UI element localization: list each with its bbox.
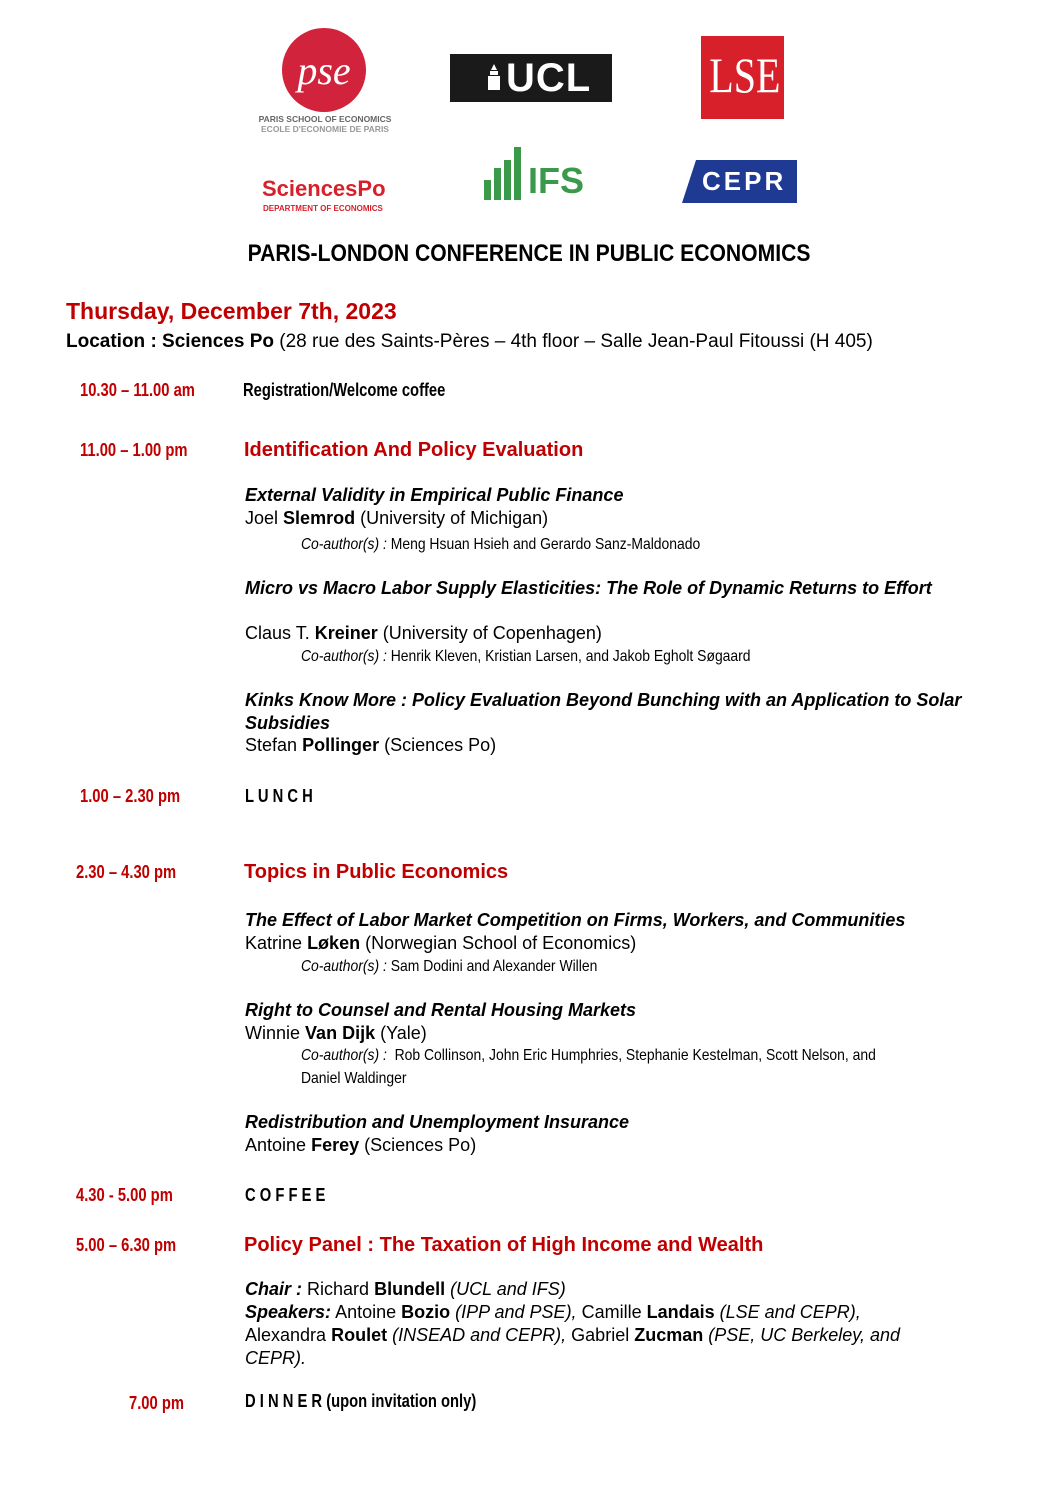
session2-time: 2.30 – 4.30 pm: [76, 862, 177, 882]
conference-date: Thursday, December 7th, 2023: [66, 298, 397, 324]
session2-title: Topics in Public Economics: [244, 861, 509, 883]
location-line: [66, 331, 873, 353]
paper-coauthors: Co-author(s) : Henrik Kleven, Kristian Larsen, and Jakob Egholt Søgaard: [301, 648, 751, 665]
coffee-time: 4.30 - 5.00 pm: [76, 1185, 173, 1205]
paper-title: Kinks Know More : Policy Evaluation Beyond Bunching with an Application to Solar Subsidies: [245, 690, 962, 733]
ifs-logo: [483, 146, 583, 202]
paper-title: The Effect of Labor Market Competition on Firms, Workers, and Communities: [245, 910, 906, 930]
paper-coauthors: Co-author(s) : Rob Collinson, John Eric Humphries, Stephanie Kestelman, Scott Nelson, and: [301, 1047, 876, 1064]
paper-coauthors-cont: Daniel Waldinger: [301, 1070, 407, 1087]
coffee-label: C O F F E E: [245, 1185, 326, 1205]
lse-text: LSE: [709, 47, 781, 103]
paper-title: Right to Counsel and Rental Housing Markets: [245, 1000, 637, 1020]
registration-time: 10.30 – 11.00 am: [80, 380, 195, 400]
dinner-time: 7.00 pm: [129, 1393, 184, 1413]
ucl-logo: [450, 54, 612, 102]
lunch-label: L U N C H: [245, 786, 313, 806]
cepr-logo: [682, 160, 797, 203]
cepr-text: CEPR: [702, 166, 787, 196]
pse-line1: PARIS SCHOOL OF ECONOMICS: [258, 114, 392, 124]
dinner-label: D I N N E R (upon invitation only): [245, 1391, 477, 1411]
paper-author: Joel Slemrod (University of Michigan): [245, 508, 549, 528]
paper-title: Redistribution and Unemployment Insurance: [245, 1112, 630, 1132]
panel-speakers: Speakers: Antoine Bozio (IPP and PSE), Camille Landais (LSE and CEPR),: [245, 1302, 861, 1322]
session1-time: 11.00 – 1.00 pm: [80, 440, 188, 460]
paper-author: Claus T. Kreiner (University of Copenhagen): [245, 623, 602, 643]
svg-text:pse: pse: [297, 48, 351, 93]
paper-author: Winnie Van Dijk (Yale): [245, 1023, 427, 1043]
sciencespo-dept: DEPARTMENT OF ECONOMICS: [263, 204, 383, 213]
location-detail: (28 rue des Saints-Pères – 4th floor – Salle Jean-Paul Fitoussi (H 405): [279, 331, 873, 352]
paper-title: External Validity in Empirical Public Finance: [245, 485, 624, 505]
panel-speakers-cont: Alexandra Roulet (INSEAD and CEPR), Gabriel Zucman (PSE, UC Berkeley, and: [245, 1325, 900, 1345]
panel-chair: Chair : Richard Blundell (UCL and IFS): [245, 1279, 566, 1299]
lunch-time: 1.00 – 2.30 pm: [80, 786, 181, 806]
location-label: Location : Sciences Po: [66, 331, 274, 352]
lse-logo: [701, 36, 784, 119]
pse-line2: ECOLE D'ECONOMIE DE PARIS: [261, 124, 389, 134]
panel-time: 5.00 – 6.30 pm: [76, 1235, 177, 1255]
panel-speakers-end: CEPR).: [245, 1348, 307, 1368]
ifs-text: IFS: [528, 160, 585, 201]
paper-author: Katrine Løken (Norwegian School of Economics): [245, 933, 637, 953]
conference-title: PARIS-LONDON CONFERENCE IN PUBLIC ECONOMICS: [247, 240, 811, 267]
registration-label: Registration/Welcome coffee: [243, 380, 446, 400]
sciencespo-logo: [262, 176, 402, 216]
pse-logo: [252, 26, 398, 134]
paper-coauthors: Co-author(s) : Meng Hsuan Hsieh and Gerardo Sanz-Maldonado: [301, 536, 701, 553]
paper-title: Micro vs Macro Labor Supply Elasticities: The Role of Dynamic Returns to Effort: [245, 578, 932, 598]
session1-title: Identification And Policy Evaluation: [244, 439, 584, 461]
sciencespo-name: SciencesPo: [262, 176, 386, 201]
ucl-text: UCL: [506, 56, 592, 100]
portico-icon: [484, 62, 504, 92]
panel-title: Policy Panel : The Taxation of High Income and Wealth: [244, 1234, 764, 1256]
paper-coauthors: Co-author(s) : Sam Dodini and Alexander Willen: [301, 958, 598, 975]
paper-author: Antoine Ferey (Sciences Po): [245, 1135, 477, 1155]
paper-author: Stefan Pollinger (Sciences Po): [245, 735, 497, 755]
